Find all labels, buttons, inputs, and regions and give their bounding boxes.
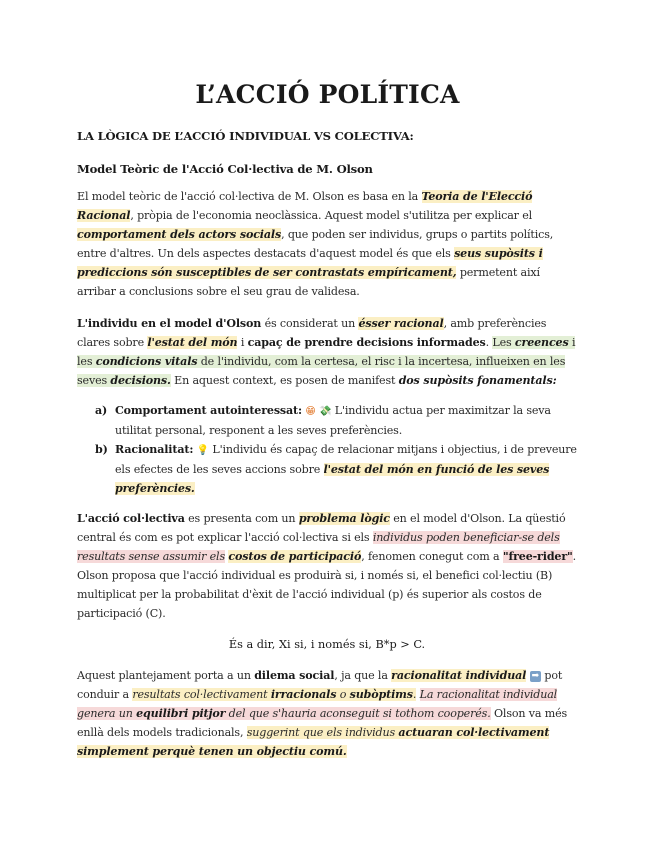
highlight-irrational-results xyxy=(132,688,416,701)
text-run: . Olson proposa que l'acció individual es produirà si, i només si, el benefici col·lectiu (B) multiplicat per la probabilitat d'èxit de l'acció individual (p) és superior als costos de participació (C). xyxy=(77,550,577,621)
highlight-rational-choice: Teoria de l'Elecció Racional xyxy=(77,190,533,223)
assumptions-list xyxy=(95,401,577,498)
text-run: resultats col·lectivament xyxy=(132,688,271,702)
text-run: El model teòric de l'acció col·lectiva de M. Olson es basa en la xyxy=(77,190,422,203)
text-run: i xyxy=(237,336,248,350)
list-item-label: Comportament autointeressat: xyxy=(115,404,302,417)
highlight-benefit-without-costs: individus poden beneficiar-se dels resultats sense assumir els xyxy=(77,531,560,564)
subheading: Model Teòric de l'Acció Col·lectiva de M. Olson xyxy=(77,162,373,176)
text-run: , ja que la xyxy=(334,669,392,682)
text-run: . xyxy=(485,336,493,350)
text-run: , que poden ser individus, grups o partits polítics, entre d'altres. Un dels aspectes destacats d'aquest model és que els xyxy=(77,228,554,261)
text-run: del que s'hauria aconseguit si tothom cooperés. xyxy=(225,707,491,721)
text-run: es presenta com un xyxy=(184,512,299,525)
text-run: . xyxy=(412,688,417,702)
highlight-participation-costs: costos de participació xyxy=(228,550,362,564)
list-item-text: L'individu és capaç de relacionar mitjans i objectius, i de preveure els efectes de les seves accions sobre xyxy=(115,443,577,477)
text-run: , pròpia de l'economia neoclàssica. Aquest model s'utilitza per explicar el xyxy=(130,209,533,223)
bold-collective-action: L'acció col·lectiva xyxy=(77,512,185,525)
text-run: en el model d'Olson. La qüestió central és com es pot explicar l'acció col·lectiva si els xyxy=(77,512,566,545)
emphasis-common-goal: actuaran col·lectivament simplement perquè tenen un objectiu comú. xyxy=(77,726,550,759)
list-item xyxy=(95,440,577,498)
text-run: és considerat un xyxy=(261,317,359,330)
emphasis-decisions: decisions. xyxy=(110,374,171,388)
paragraph-model-intro xyxy=(77,187,577,302)
light-bulb-icon: 💡 xyxy=(196,445,209,457)
section-heading: LA LÒGICA DE L’ACCIÓ INDIVIDUAL VS COLECTIVA: xyxy=(77,129,414,143)
text-run: i les xyxy=(77,336,576,369)
list-item-text: L'individu actua per maximitzar la seva utilitat personal, responent a les seves preferències. xyxy=(115,404,551,438)
bold-social-dilemma: dilema social xyxy=(254,669,335,682)
emphasis-beliefs: creences xyxy=(514,336,569,350)
text-run: pot conduir a xyxy=(77,669,563,702)
grin-face-icon: 😁 xyxy=(305,406,316,417)
list-item xyxy=(95,401,577,440)
bold-individual-label: L'individu en el model d'Olson xyxy=(77,317,262,330)
highlight-rational-being: ésser racional xyxy=(358,317,444,330)
highlight-world-preferences: l'estat del món en funció de les seves preferències. xyxy=(115,463,550,496)
bold-informed-decisions: capaç de prendre decisions informades xyxy=(247,336,486,350)
page-title: L’ACCIÓ POLÍTICA xyxy=(195,80,460,109)
highlight-free-rider: "free-rider" xyxy=(502,550,573,564)
list-marker: a) xyxy=(95,404,108,417)
text-run: La racionalitat individual genera un xyxy=(77,688,558,721)
text-run: Aquest plantejament porta a un xyxy=(77,669,255,682)
list-item-label: Racionalitat: xyxy=(115,443,194,457)
paragraph-individual xyxy=(77,314,577,390)
text-run: o xyxy=(336,688,350,702)
text-run: permetent així arribar a conclusions sobre el seu grau de validesa. xyxy=(77,266,540,299)
text-run: Olson va més enllà dels models tradicionals, xyxy=(77,707,568,740)
text-run: , amb preferències clares sobre xyxy=(77,317,547,350)
emphasis-suboptimal: subòptims xyxy=(349,688,413,702)
formula-line: És a dir, Xi si, i només si, B*p > C. xyxy=(228,638,426,651)
highlight-individual-rationality: racionalitat individual xyxy=(391,669,527,682)
highlight-state-of-world: l'estat del món xyxy=(147,336,238,350)
list-marker: b) xyxy=(95,443,108,457)
text-run: Les xyxy=(492,336,515,350)
emphasis-life-conditions: condicions vitals xyxy=(95,355,198,369)
text-run: En aquest context, es posen de manifest xyxy=(170,374,399,388)
money-wings-icon: 💸 xyxy=(319,406,332,417)
highlight-empirical-assumptions: seus supòsits i prediccions són susceptibles de ser contrastats empíricament, xyxy=(77,247,543,280)
highlight-logical-problem: problema lògic xyxy=(298,512,390,525)
emphasis-two-assumptions: dos supòsits fonamentals: xyxy=(398,374,557,388)
highlight-actor-behaviour: comportament dels actors socials xyxy=(77,228,282,242)
paragraph-collective-action xyxy=(77,509,577,624)
emphasis-irrational: irracionals xyxy=(270,688,337,702)
text-run: , fenomen conegut com a xyxy=(361,550,503,564)
text-run: suggerint que els individus xyxy=(246,726,399,740)
right-arrow-icon: ➡ xyxy=(531,671,540,681)
emphasis-worse-equilibrium: equilibri pitjor xyxy=(136,707,226,721)
paragraph-social-dilemma xyxy=(77,666,577,761)
text-run: de l'individu, com la certesa, el risc i la incertesa, influeixen en les seves xyxy=(77,355,566,388)
